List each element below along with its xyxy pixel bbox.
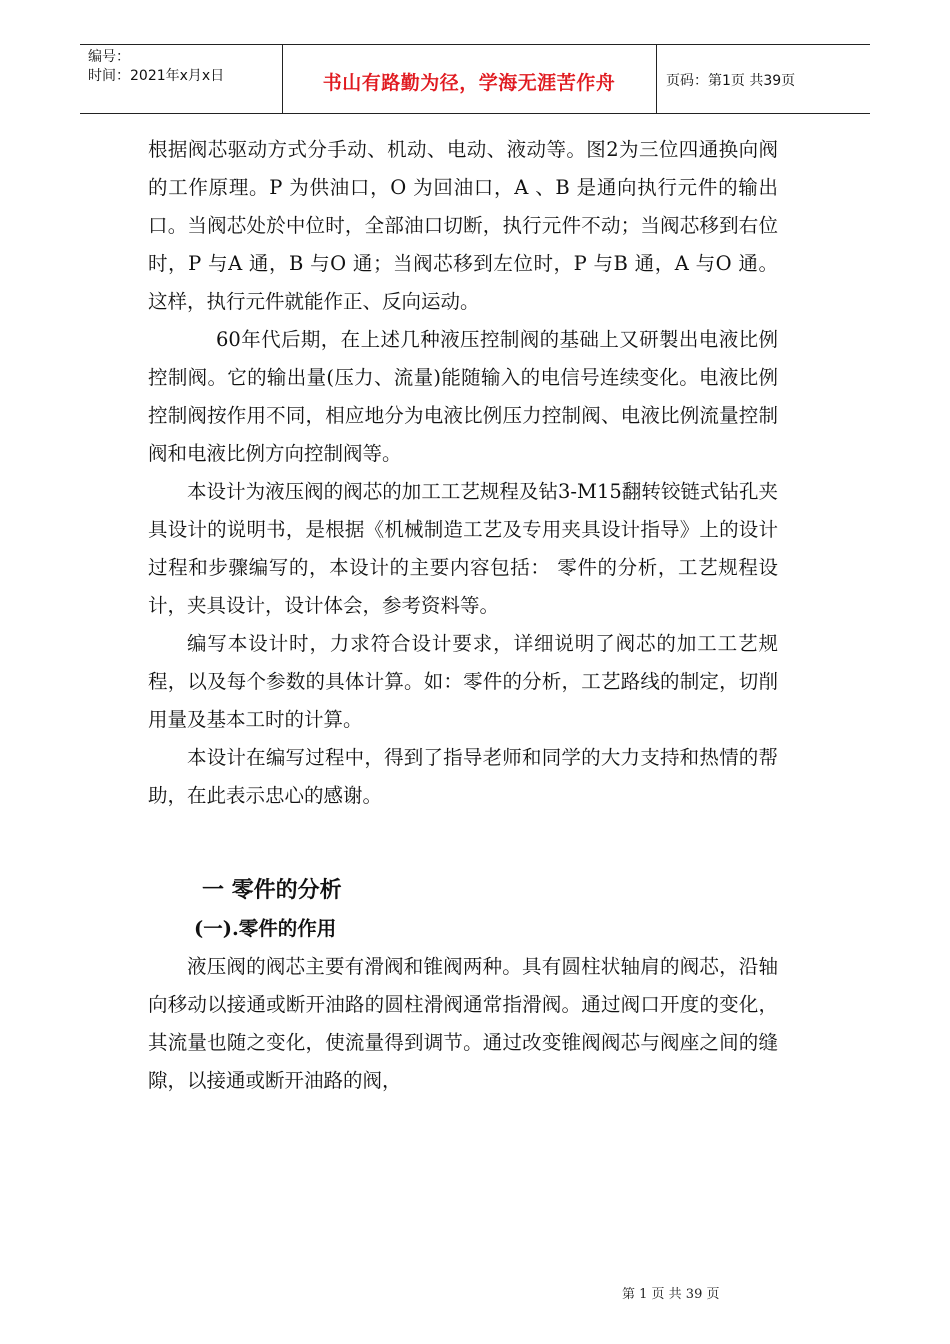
- paragraph: 液压阀的阀芯主要有滑阀和锥阀两种。具有圆柱状轴肩的阀芯，沿轴向移动以接通或断开油路的圆柱滑阀通常指滑阀。通过阀口开度的变化，其流量也随之变化，使流量得到调节。通过改变锥阀阀芯与阀座之间的缝隙，以接通或断开油路的阀，: [148, 955, 778, 1092]
- paragraph: 本设计为液压阀的阀芯的加工工艺规程及钻3-M15翻转铰链式钻孔夹具设计的说明书，是根据《机械制造工艺及专用夹具设计指导》上的设计过程和步骤编写的，本设计的主要内容包括： 零件的分析，工艺规程设计，夹具设计，设计体会，参考资料等。: [148, 480, 778, 617]
- serial-label: 编号：: [88, 49, 130, 65]
- header-top-rule: [80, 44, 870, 45]
- paragraph: 根据阀芯驱动方式分手动、机动、电动、液动等。图2为三位四通换向阀的工作原理。P 为供油口，O 为回油口，A 、B 是通向执行元件的输出口。当阀芯处於中位时，全部油口切断，执行元件不动；当阀芯移到右位时，P 与A 通，B 与O 通；当阀芯移到左位时，P 与B 通，A 与O 通。这样，执行元件就能作正、反向运动。: [148, 138, 778, 313]
- paragraph: 本设计在编写过程中，得到了指导老师和同学的大力支持和热情的帮助，在此表示忠心的感谢。: [148, 746, 778, 807]
- paragraph: 编写本设计时，力求符合设计要求，详细说明了阀芯的加工工艺规程，以及每个参数的具体计算。如：零件的分析，工艺路线的制定，切削用量及基本工时的计算。: [148, 632, 778, 731]
- header-divider: [656, 44, 657, 114]
- page-footer: 第 1 页 共 39 页: [622, 1287, 720, 1302]
- header-bottom-rule: [80, 113, 870, 114]
- header-motto: 书山有路勤为径，学海无涯苦作舟: [322, 72, 616, 94]
- document-body: [148, 131, 778, 1100]
- paragraph: 60年代后期，在上述几种液压控制阀的基础上又研製出电液比例控制阀。它的输出量(压力、流量)能随输入的电信号连续变化。电液比例控制阀按作用不同，相应地分为电液比例压力控制阀、电液比例流量控制阀和电液比例方向控制阀等。: [148, 328, 778, 465]
- section-title: 一 零件的分析: [202, 878, 342, 903]
- header-page-number: 页码：第1页 共39页: [666, 73, 796, 89]
- page-header: [80, 44, 870, 114]
- spacer: [148, 815, 778, 872]
- time-label: 时间：2021年x月x日: [88, 68, 225, 84]
- header-left-cell: [88, 48, 224, 86]
- subsection-title: (一).零件的作用: [194, 917, 337, 940]
